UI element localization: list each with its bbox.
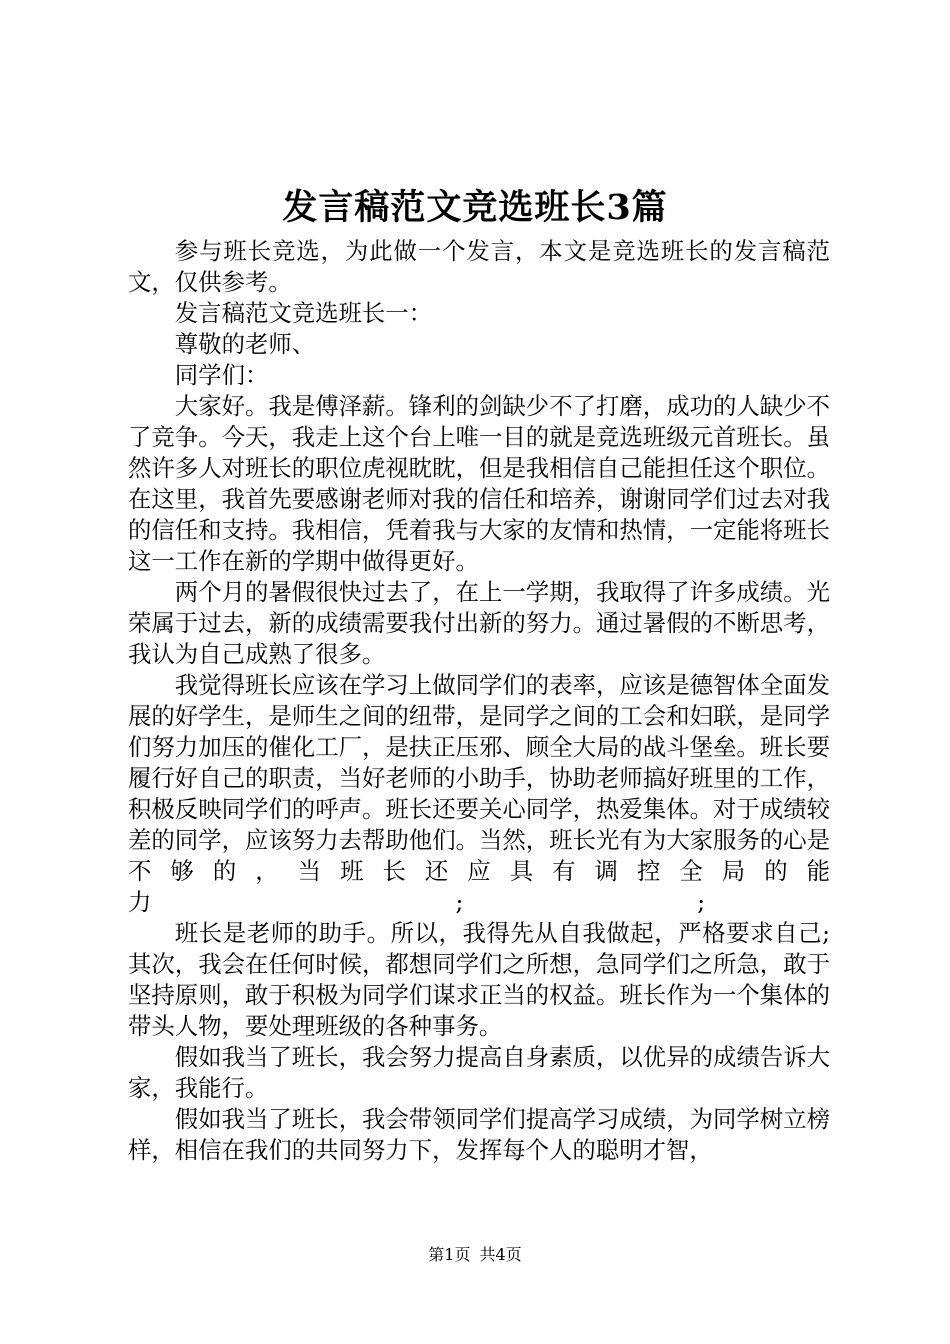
document-body [128,236,830,1166]
paragraph: 班长是老师的助手。所以，我得先从自我做起，严格要求自己;其次，我会在任何时候，都想同学们之所想，急同学们之所急，敢于坚持原则，敢于积极为同学们谋求正当的权益。班长作为一个集体的带头人物，要处理班级的各种事务。 [128,919,830,1040]
paragraph: 假如我当了班长，我会带领同学们提高学习成绩，为同学树立榜样，相信在我们的共同努力下，发挥每个人的聪明才智， [128,1105,830,1164]
paragraph: 大家好。我是傅泽薪。锋利的剑缺少不了打磨，成功的人缺少不了竞争。今天，我走上这个台上唯一目的就是竞选班级元首班长。虽然许多人对班长的职位虎视眈眈，但是我相信自己能担任这个职位。在这里，我首先要感谢老师对我的信任和培养，谢谢同学们过去对我的信任和支持。我相信，凭着我与大家的友情和热情，一定能将班长这一工作在新的学期中做得更好。 [128,392,830,575]
paragraph: 两个月的暑假很快过去了，在上一学期，我取得了许多成绩。光荣属于过去，新的成绩需要我付出新的努力。通过暑假的不断思考，我认为自己成熟了很多。 [128,578,830,668]
paragraph: 我觉得班长应该在学习上做同学们的表率，应该是德智体全面发展的好学生，是师生之间的纽带，是同学之间的工会和妇联，是同学们努力加压的催化工厂，是扶正压邪、顾全大局的战斗堡垒。班长要履行好自己的职责，当好老师的小助手，协助老师搞好班里的工作，积极反映同学们的呼声。班长还要关心同学，热爱集体。对于成绩较差的同学，应该努力去帮助他们。当然，班长光有为大家服务的心是不够的，当班长还应具有调控全局的能力 ; ; [128,671,830,916]
document-title: 发言稿范文竞选班长3篇 [282,187,668,228]
paragraph: 发言稿范文竞选班长一： [174,299,433,327]
paragraph: 假如我当了班长，我会努力提高自身素质，以优异的成绩告诉大家，我能行。 [128,1043,830,1102]
page-number: 第1页 [428,1245,471,1264]
paragraph: 尊敬的老师、 [174,330,316,358]
paragraph: 同学们： [174,361,269,389]
page-total: 共4页 [479,1245,522,1264]
paragraph: 参与班长竞选，为此做一个发言，本文是竞选班长的发言稿范文，仅供参考。 [128,237,830,296]
page-footer [0,1244,950,1266]
